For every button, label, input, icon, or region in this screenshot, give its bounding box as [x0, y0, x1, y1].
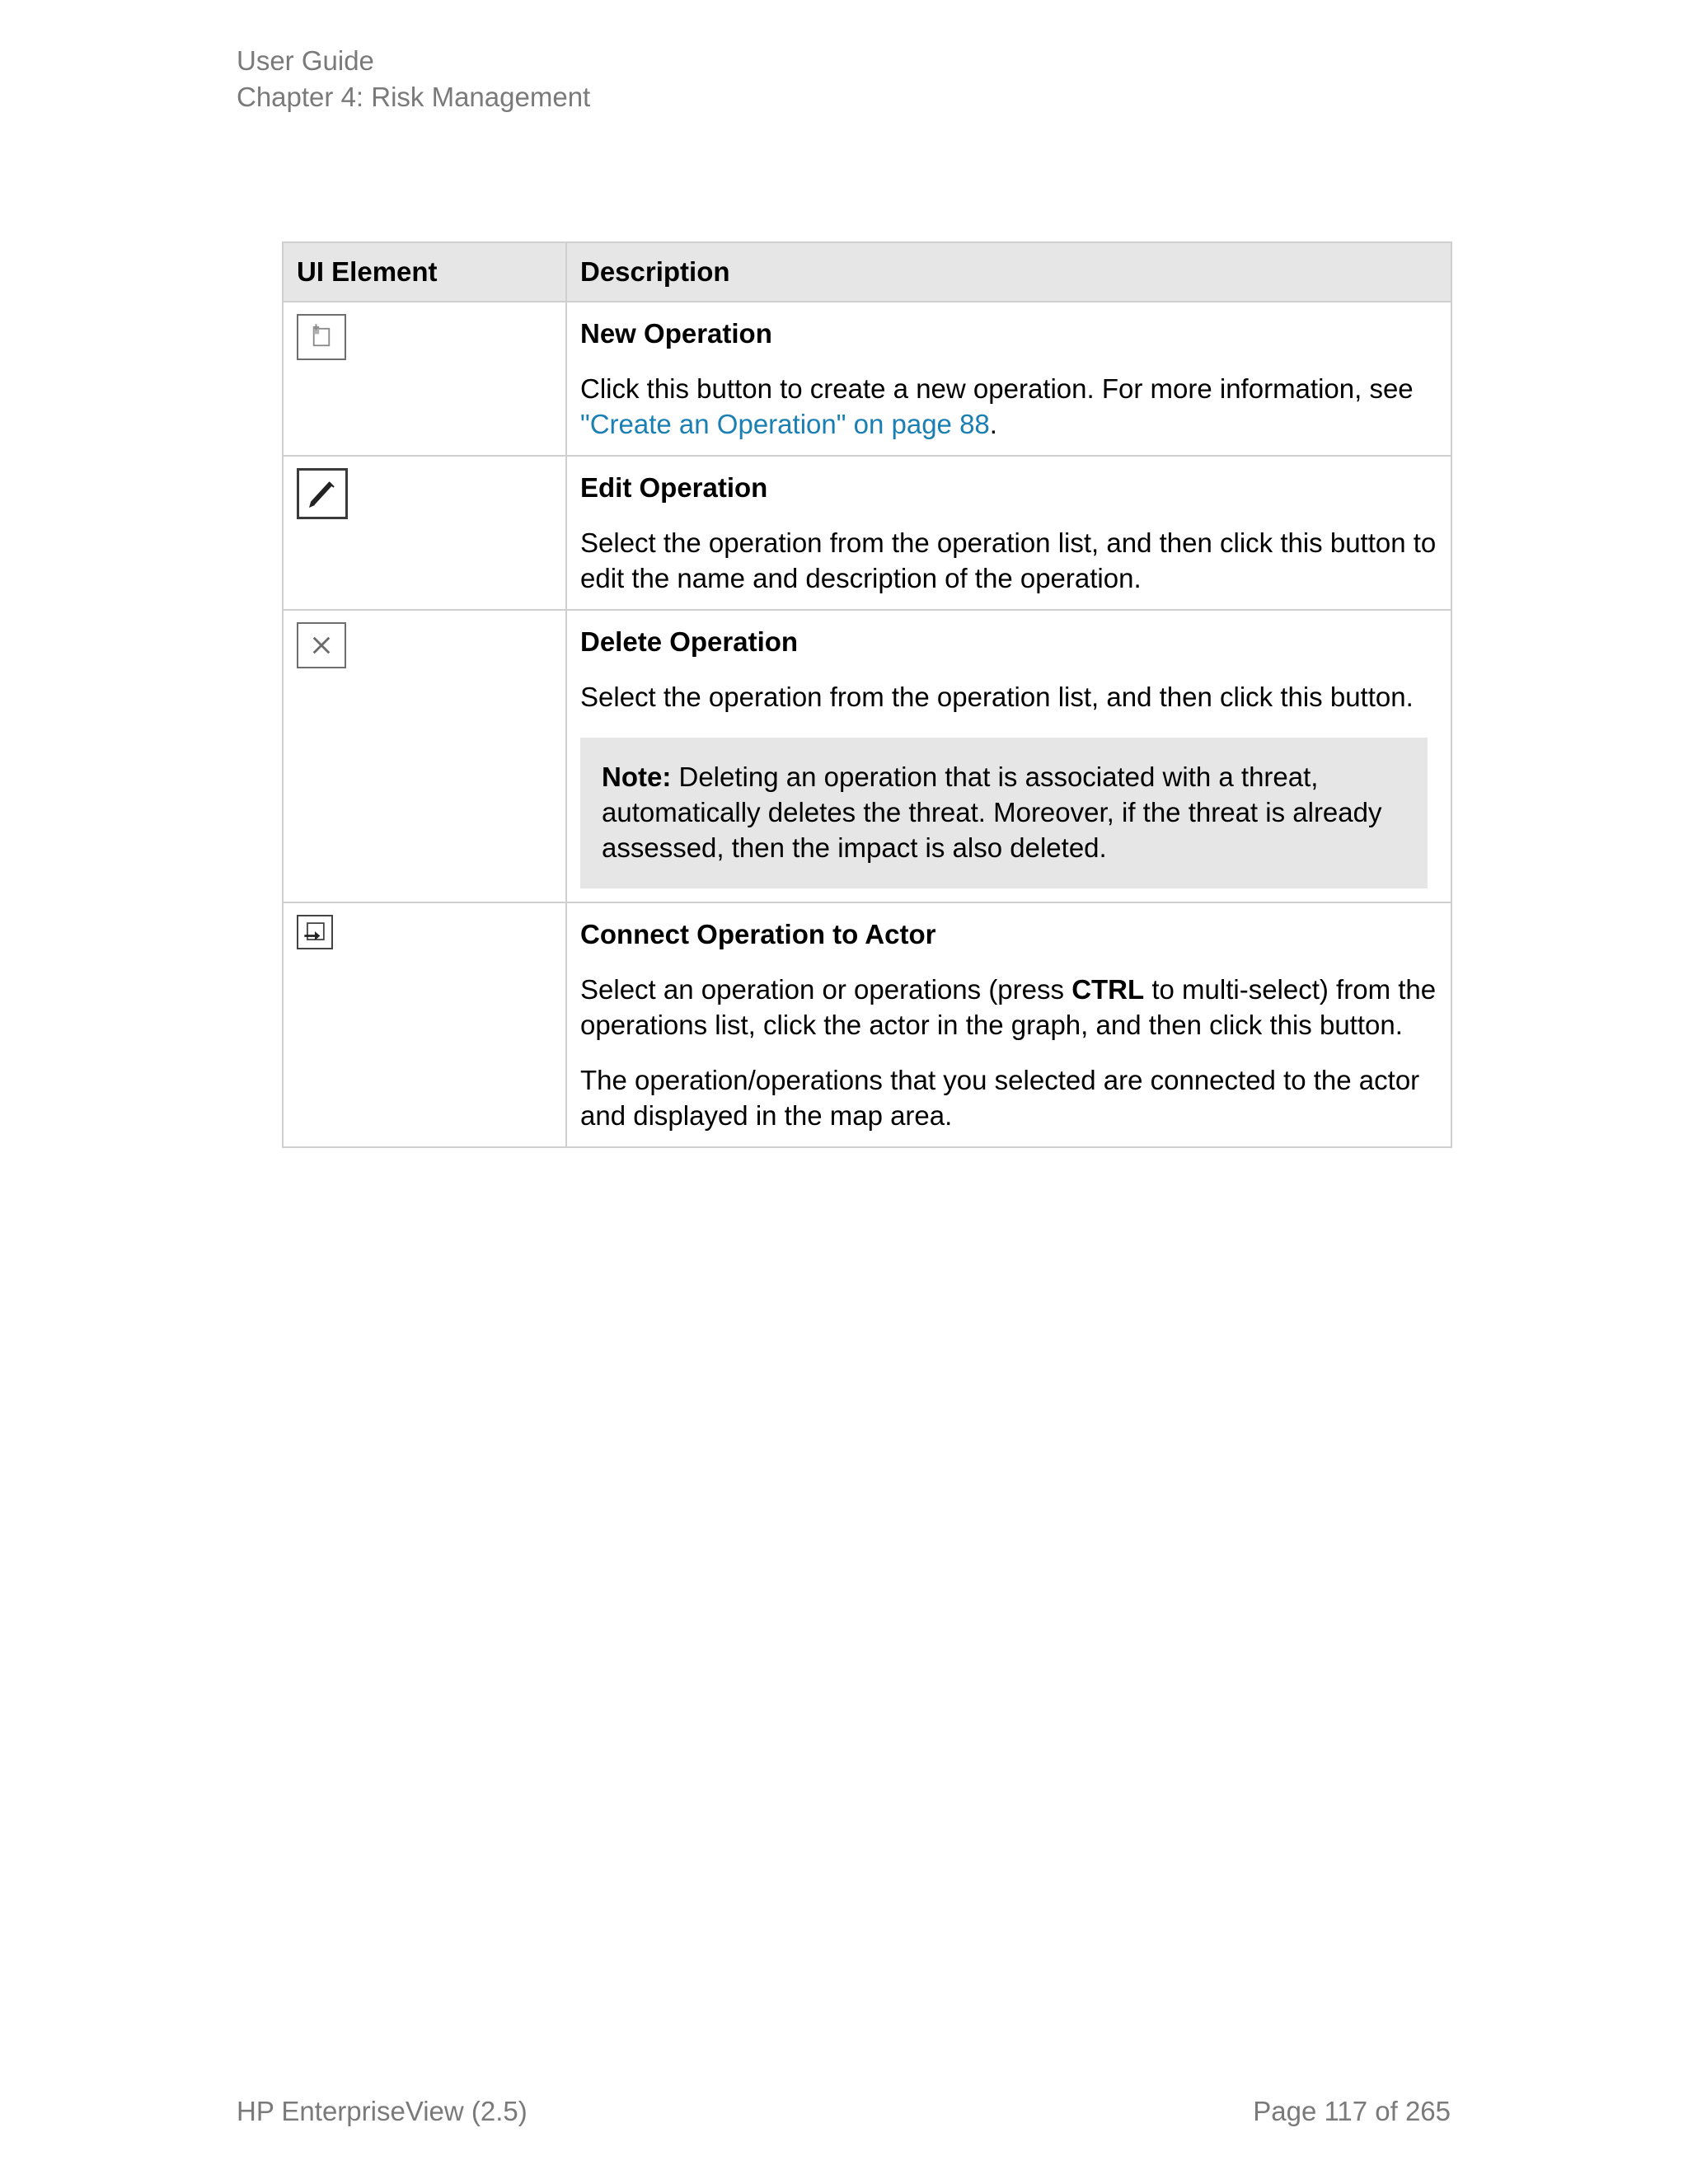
ctrl-key-label: CTRL — [1071, 974, 1145, 1005]
entry-description — [580, 972, 1437, 1043]
entry-description-2: The operation/operations that you selected are connected to the actor and displayed in the map area. — [580, 1065, 1420, 1131]
table-row-connect-operation — [283, 902, 1451, 1147]
entry-title: Connect Operation to Actor — [580, 919, 936, 949]
delete-x-icon — [297, 622, 346, 668]
chapter-title: Chapter 4: Risk Management — [237, 82, 591, 112]
note-text: Deleting an operation that is associated with a threat, automatically deletes the threat. Moreover, if the threat is already assessed, then the impact is also deleted. — [602, 762, 1382, 863]
icon-cell — [283, 302, 566, 456]
footer-product: HP EnterpriseView (2.5) — [237, 2096, 528, 2126]
description-cell — [566, 610, 1451, 902]
description-text-end: . — [989, 409, 997, 439]
new-operation-icon — [297, 314, 346, 360]
footer-page-number: Page 117 of 265 — [1253, 2096, 1451, 2126]
entry-title: Delete Operation — [580, 626, 799, 657]
running-header — [237, 43, 590, 115]
table-row-new-operation — [283, 302, 1451, 456]
guide-title: User Guide — [237, 45, 374, 76]
icon-cell — [283, 456, 566, 610]
icon-cell — [283, 902, 566, 1147]
entry-description — [580, 371, 1437, 442]
table-row-edit-operation — [283, 456, 1451, 610]
connect-arrow-icon — [297, 915, 333, 949]
edit-pencil-icon — [297, 468, 348, 519]
description-text: Select an operation or operations (press — [580, 974, 1072, 1005]
table-header-row — [283, 242, 1451, 302]
entry-description: Select the operation from the operation list, and then click this button to edit the name and description of the operation. — [580, 527, 1437, 593]
description-cell — [566, 302, 1451, 456]
entry-description: Select the operation from the operation list, and then click this button. — [580, 682, 1414, 712]
description-text: Click this button to create a new operation. For more information, see — [580, 373, 1414, 404]
icon-cell — [283, 610, 566, 902]
column-header-ui-element: UI Element — [283, 242, 566, 302]
description-text-end: to multi-select) from the operations list, click the actor in the graph, and then click this button. — [580, 974, 1437, 1040]
ui-elements-table — [282, 241, 1452, 1148]
description-cell — [566, 902, 1451, 1147]
entry-title: New Operation — [580, 318, 772, 349]
create-operation-link[interactable]: "Create an Operation" on page 88 — [580, 409, 990, 439]
note-label: Note: — [602, 762, 672, 792]
entry-title: Edit Operation — [580, 472, 768, 503]
table-row-delete-operation — [283, 610, 1451, 902]
note-box — [580, 738, 1428, 888]
description-cell — [566, 456, 1451, 610]
column-header-description: Description — [566, 242, 1451, 302]
